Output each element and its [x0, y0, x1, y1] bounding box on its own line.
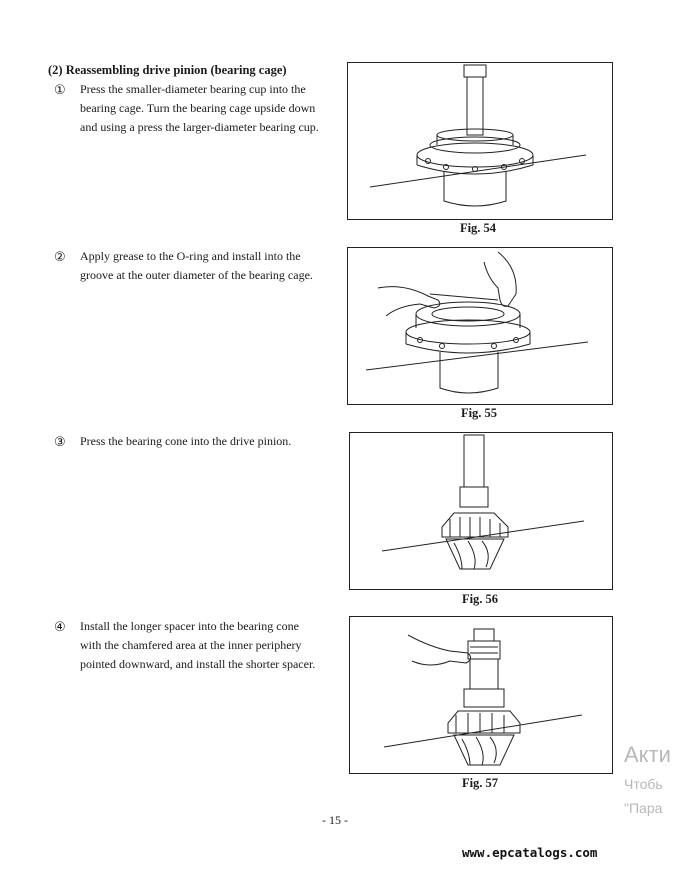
step-number: ②: [54, 249, 66, 264]
step-number: ③: [54, 434, 66, 449]
page-number: - 15 -: [322, 813, 348, 827]
step-2: [54, 247, 313, 285]
figure-caption: Fig. 55: [460, 406, 498, 420]
step-number: ④: [54, 619, 66, 634]
step-text-line: with the chamfered area at the inner periphery: [80, 638, 302, 652]
step-text-line: Press the smaller-diameter bearing cup into the: [80, 82, 306, 96]
figure-caption: Fig. 56: [461, 592, 499, 606]
step-3: [54, 432, 291, 451]
activation-watermark-line: "Пара: [624, 800, 663, 816]
footer-url-link[interactable]: www.epcatalogs.com: [462, 845, 598, 860]
step-text-line: Apply grease to the O-ring and install into the: [80, 249, 301, 263]
figure-caption: Fig. 57: [461, 776, 499, 790]
step-text-line: Install the longer spacer into the bearing cone: [80, 619, 299, 633]
step-text-line: pointed downward, and install the shorter spacer.: [80, 657, 316, 671]
figure-56-illustration: [349, 432, 613, 590]
step-text-line: groove at the outer diameter of the bearing cage.: [80, 268, 313, 282]
figure-55-illustration: [347, 247, 613, 405]
figure-57-illustration: [349, 616, 613, 774]
step-number: ①: [54, 82, 66, 97]
step-text-line: Press the bearing cone into the drive pinion.: [80, 434, 292, 448]
step-text-line: and using a press the larger-diameter bearing cup.: [80, 120, 319, 134]
activation-watermark-line: Чтобь: [624, 776, 663, 792]
step-4: [54, 617, 315, 674]
figure-caption: Fig. 54: [459, 221, 497, 235]
figure-54-illustration: [347, 62, 613, 220]
section-heading: (2) Reassembling drive pinion (bearing cage): [48, 63, 287, 77]
activation-watermark-line: Акти: [624, 742, 671, 767]
step-text-line: bearing cage. Turn the bearing cage upside down: [80, 101, 316, 115]
step-1: [54, 80, 319, 137]
